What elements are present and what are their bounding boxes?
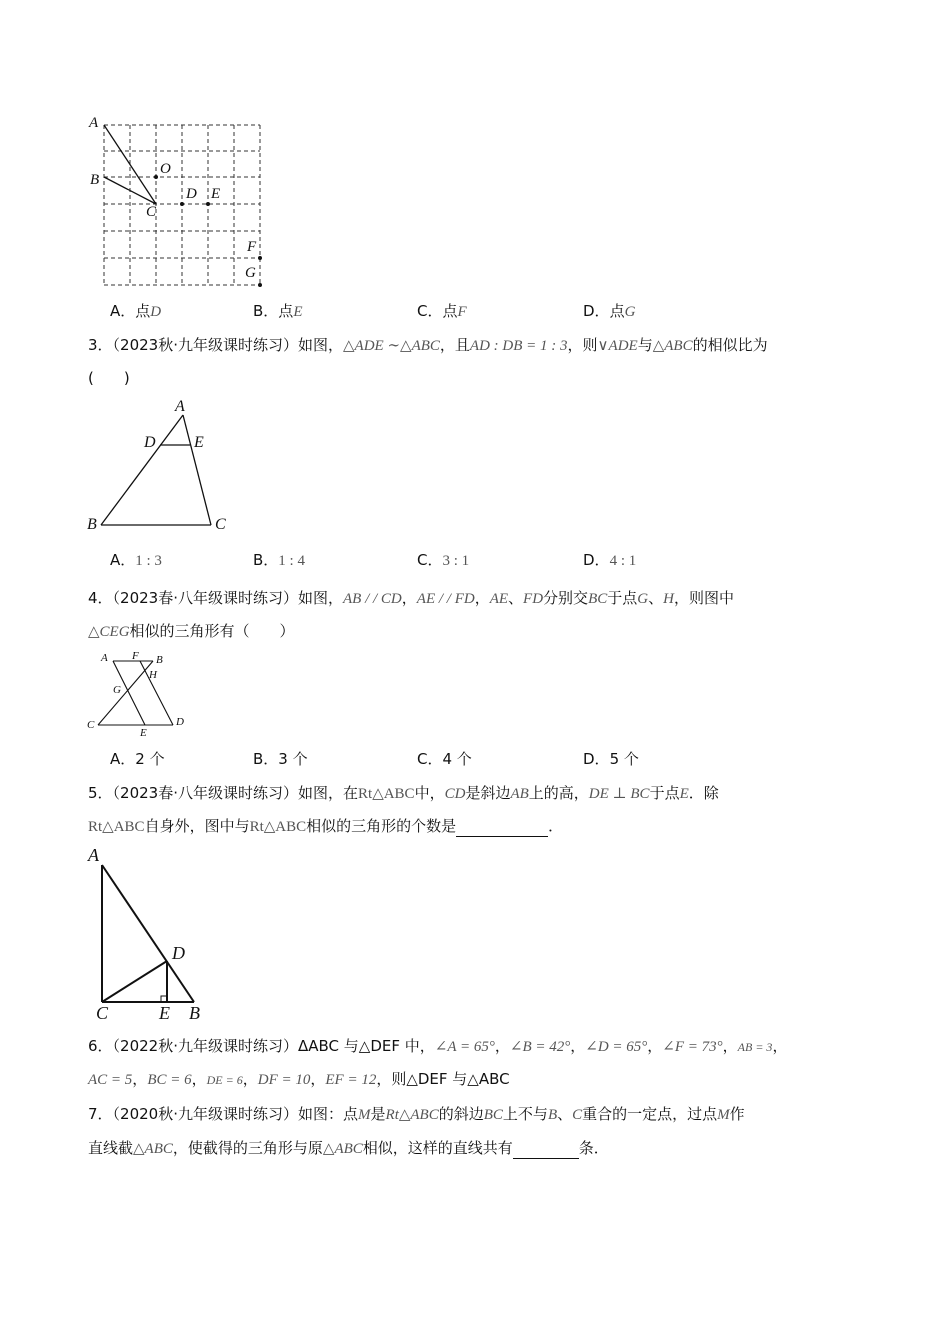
q3-option-d: D．4 : 1 — [583, 551, 637, 569]
q3-label-C: C — [215, 516, 226, 533]
q4-label-H: H — [149, 669, 157, 681]
q5-label-D: D — [172, 943, 185, 963]
q2-option-b: B．点E — [253, 302, 303, 320]
q3-option-c: C．3 : 1 — [417, 551, 470, 569]
q2-label-C: C — [146, 204, 157, 220]
q5-label-A: A — [88, 845, 99, 865]
q3-option-a: A．1 : 3 — [110, 551, 162, 569]
q3-label-D: D — [144, 434, 156, 451]
q4-label-C: C — [87, 719, 95, 731]
q2-option-d: D．点G — [583, 302, 636, 320]
q4-stem-line2: △CEG相似的三角形有（ ） — [88, 622, 295, 640]
q6-stem: 6．（2022秋·九年级课时练习）ΔABC 与△DEF 中，∠A = 65°，∠B = 42°，∠D = 65°，∠F = 73°，AB = 3， — [88, 1037, 788, 1055]
q4-label-F: F — [132, 650, 139, 662]
q4-option-d: D．5 个 — [583, 750, 639, 768]
q4-label-A: A — [101, 652, 108, 664]
q5-label-C: C — [96, 1003, 109, 1023]
q4-stem: 4．（2023春·八年级课时练习）如图，AB / / CD，AE / / FD，AE、FD分别交BC于点G、H，则图中 — [88, 589, 734, 607]
q2-label-B: B — [90, 172, 100, 188]
q5-stem: 5．（2023春·八年级课时练习）如图，在Rt△ABC中，CD是斜边AB上的高，DE ⊥ BC于点E．除 — [88, 784, 719, 802]
q6-stem-line2: AC = 5，BC = 6，DE = 6，DF = 10，EF = 12，则△DEF 与△ABC — [88, 1070, 510, 1088]
q2-label-A: A — [89, 115, 99, 131]
q2-label-G: G — [245, 265, 256, 281]
q4-label-G: G — [113, 684, 121, 696]
q4-option-c: C．4 个 — [417, 750, 472, 768]
q7-answer-blank[interactable] — [513, 1142, 579, 1159]
q4-label-E: E — [140, 727, 147, 739]
q3-label-E: E — [194, 434, 204, 451]
q4-option-a: A．2 个 — [110, 750, 165, 768]
q7-stem: 7．（2020秋·九年级课时练习）如图：点M是Rt△ABC的斜边BC上不与B、C重合的一定点，过点M作 — [88, 1105, 745, 1123]
q5-label-E: E — [159, 1003, 170, 1023]
q2-label-D: D — [186, 186, 197, 202]
q2-label-E: E — [211, 186, 221, 202]
q2-option-c: C．点F — [417, 302, 467, 320]
q3-answer-paren: ( ) — [88, 369, 130, 387]
q3-label-A: A — [175, 398, 185, 415]
q2-label-O: O — [160, 161, 171, 177]
q3-option-b: B．1 : 4 — [253, 551, 305, 569]
q2-label-F: F — [247, 239, 257, 255]
q2-option-a: A．点D — [110, 302, 162, 320]
q4-option-b: B．3 个 — [253, 750, 308, 768]
q3-stem: 3．（2023秋·九年级课时练习）如图，△ADE ∼△ABC，且AD : DB = 1 : 3，则∨ADE与△ABC的相似比为 — [88, 336, 768, 354]
q5-stem-line2: Rt△ABC自身外，图中与Rt△ABC相似的三角形的个数是 ． — [88, 817, 564, 835]
q3-label-B: B — [87, 516, 97, 533]
q4-label-B: B — [156, 654, 163, 666]
q7-stem-line2: 直线截△ABC，使截得的三角形与原△ABC相似，这样的直线共有 条． — [88, 1139, 609, 1157]
q4-label-D: D — [176, 716, 184, 728]
q5-label-B: B — [189, 1003, 200, 1023]
